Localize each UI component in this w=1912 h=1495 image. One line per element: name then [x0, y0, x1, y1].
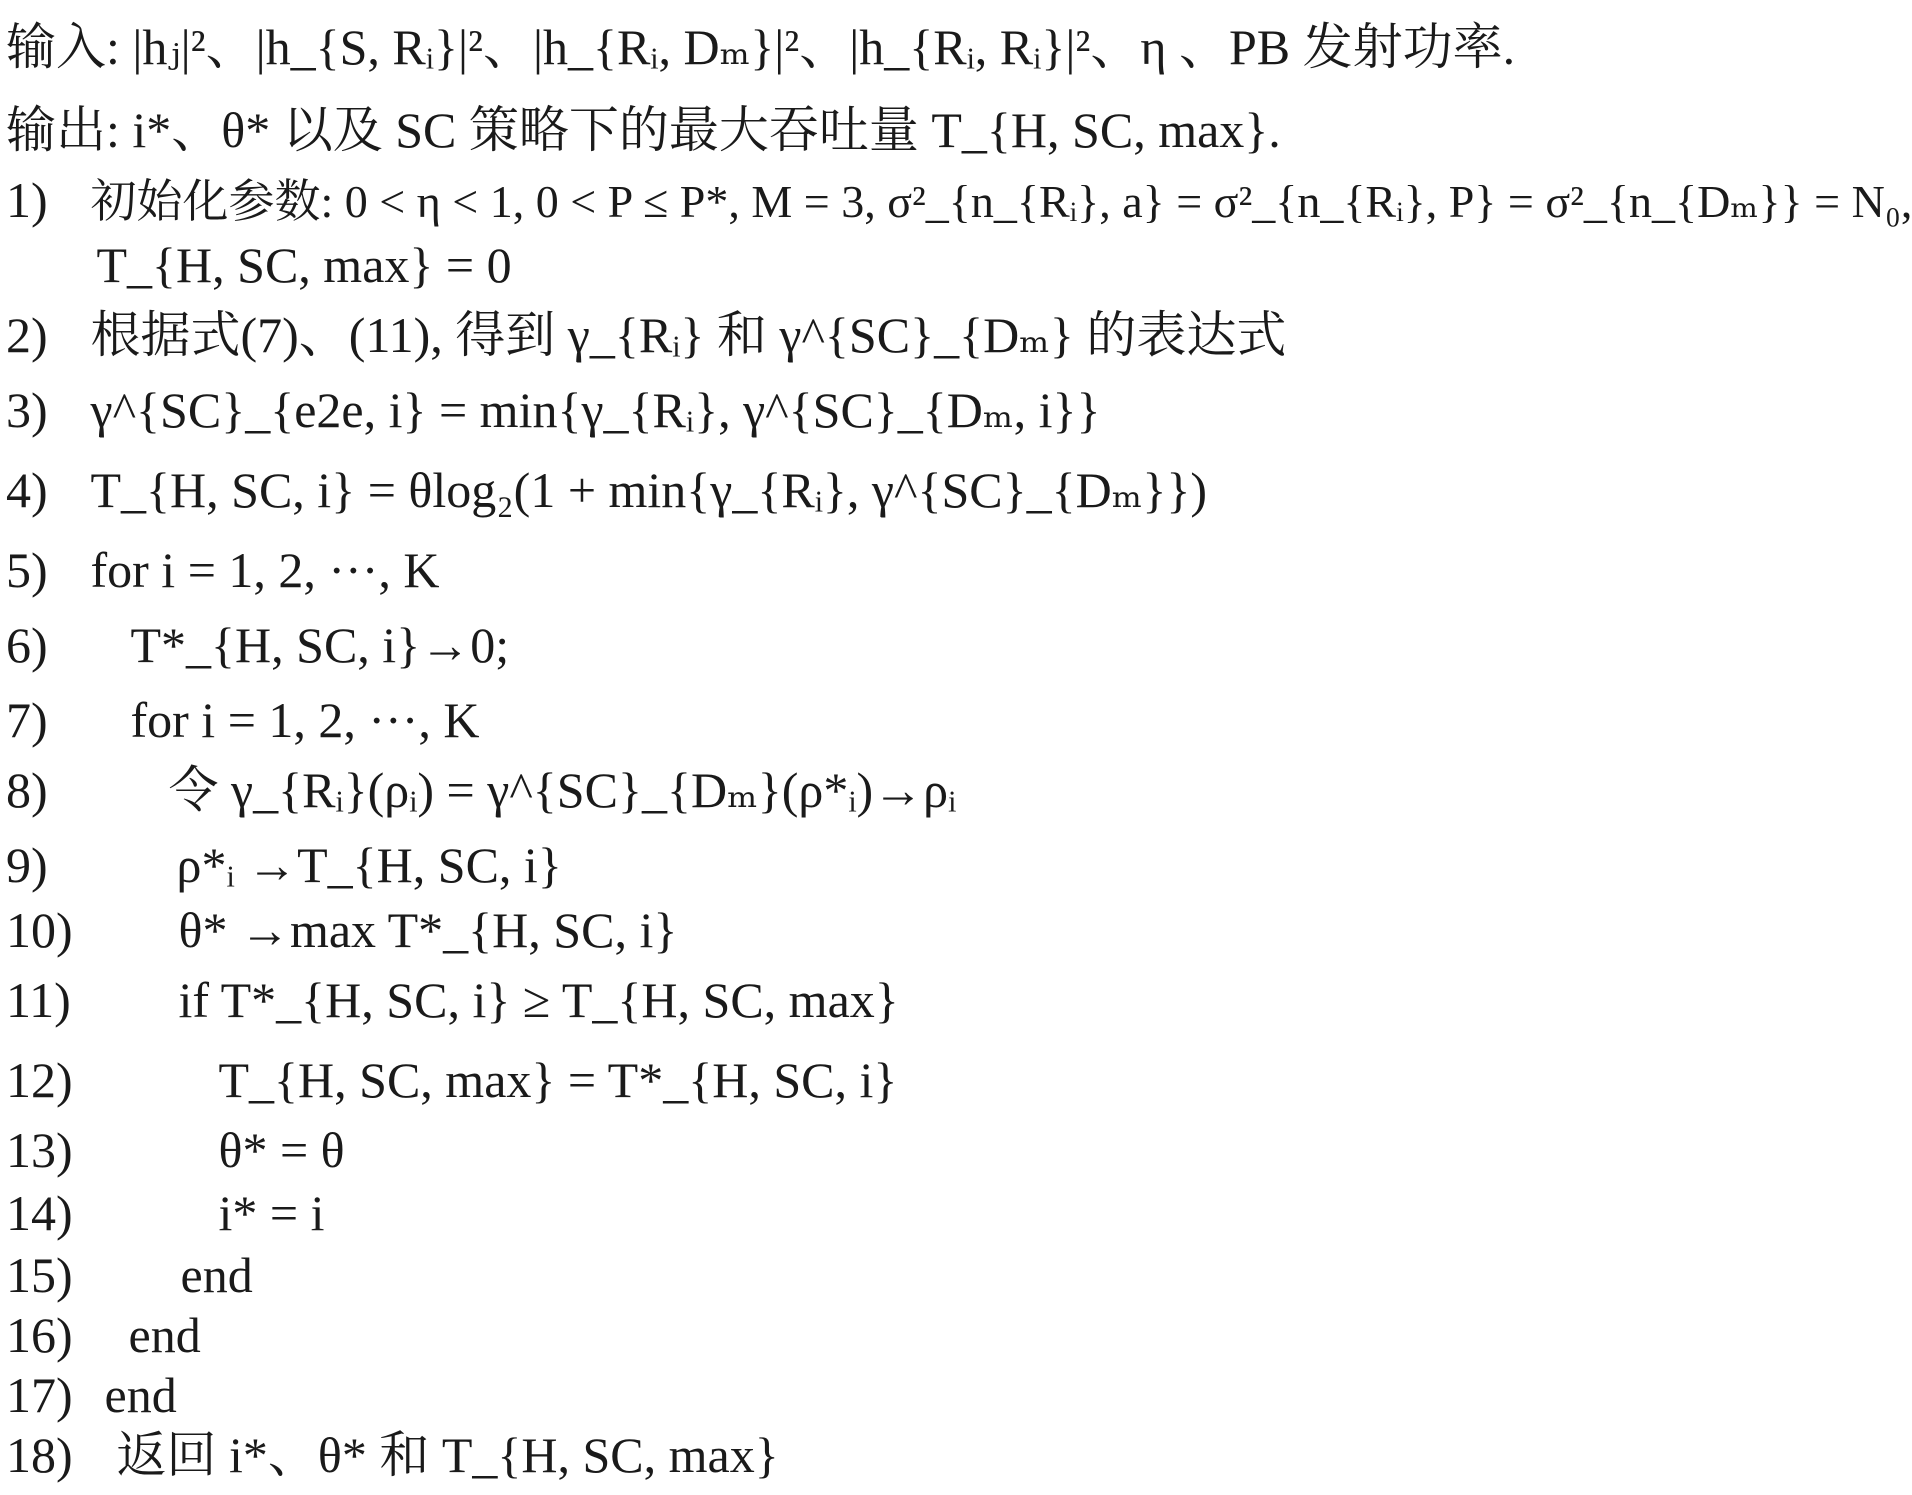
step-line — [6, 617, 510, 673]
step-text: γ^{SC}_{e2e, i} = min{γ_{Rᵢ}, γ^{SC}_{Dₘ, i}} — [90, 382, 1101, 438]
step-line — [6, 972, 899, 1028]
step-text: 令 γ_{Rᵢ}(ρᵢ) = γ^{SC}_{Dₘ}(ρ*ᵢ)→ρᵢ — [168, 762, 957, 818]
step-text: if T*_{H, SC, i} ≥ T_{H, SC, max} — [178, 972, 899, 1028]
step-line — [6, 692, 480, 748]
output-line — [6, 102, 1281, 158]
step-line — [6, 837, 562, 893]
step-number: 18) — [6, 1427, 73, 1483]
step-number: 16) — [6, 1307, 73, 1363]
step-line — [6, 1185, 325, 1241]
step-number: 6) — [6, 617, 48, 673]
step-number: 13) — [6, 1122, 73, 1178]
step-number: 4) — [6, 462, 48, 518]
step-line — [6, 1122, 345, 1178]
step-text: for i = 1, 2, ···, K — [130, 692, 480, 748]
step-text: T_{H, SC, i} = θlog₂(1 + min{γ_{Rᵢ}, γ^{SC}_{Dₘ}}) — [90, 462, 1208, 518]
step-number: 17) — [6, 1367, 73, 1423]
step-line — [6, 462, 1208, 518]
step-line — [6, 382, 1101, 438]
step-text: θ* →max T*_{H, SC, i} — [178, 902, 678, 958]
step-text: θ* = θ — [218, 1122, 345, 1178]
step-number: 12) — [6, 1052, 73, 1108]
step-number: 2) — [6, 307, 48, 363]
step-number: 11) — [6, 972, 71, 1028]
step-number: 5) — [6, 542, 48, 598]
step-line — [6, 1307, 201, 1363]
step-number: 15) — [6, 1247, 73, 1303]
step-text: for i = 1, 2, ···, K — [90, 542, 440, 598]
step-number: 1) — [6, 172, 48, 228]
step-text: T_{H, SC, max} = 0 — [96, 237, 512, 293]
step-text: 返回 i*、θ* 和 T_{H, SC, max} — [116, 1427, 779, 1483]
step-text: T_{H, SC, max} = T*_{H, SC, i} — [218, 1052, 898, 1108]
step-number: 10) — [6, 902, 73, 958]
step-line — [6, 1247, 253, 1303]
step-number: 8) — [6, 762, 48, 818]
step-text: 根据式(7)、(11), 得到 γ_{Rᵢ} 和 γ^{SC}_{Dₘ} 的表达式 — [90, 307, 1287, 363]
step-text: i* = i — [218, 1185, 325, 1241]
step-number: 14) — [6, 1185, 73, 1241]
output-text: 输出: i*、θ* 以及 SC 策略下的最大吞吐量 T_{H, SC, max}. — [6, 102, 1281, 158]
step-text: ρ*ᵢ →T_{H, SC, i} — [176, 837, 562, 893]
step-text: end — [128, 1307, 201, 1363]
step-line — [6, 902, 678, 958]
step-line — [6, 1427, 779, 1483]
step-number: 9) — [6, 837, 48, 893]
step-number: 3) — [6, 382, 48, 438]
step-line — [6, 237, 512, 293]
step-number: 7) — [6, 692, 48, 748]
input-text: 输入: |hⱼ|²、|h_{S, Rᵢ}|²、|h_{Rᵢ, Dₘ}|²、|h_{Rᵢ, Rᵢ}|²、η 、PB 发射功率. — [6, 19, 1516, 75]
step-text: T*_{H, SC, i}→0; — [130, 617, 510, 673]
step-line — [6, 542, 440, 598]
step-line — [6, 307, 1287, 363]
step-text: end — [180, 1247, 253, 1303]
step-line — [6, 172, 1912, 228]
step-line — [6, 1367, 177, 1423]
step-line — [6, 762, 957, 818]
step-text: end — [104, 1367, 177, 1423]
step-line — [6, 1052, 898, 1108]
input-line — [6, 19, 1516, 75]
step-text: 初始化参数: 0 < η < 1, 0 < P ≤ P*, M = 3, σ²_{n_{Rᵢ}, a} = σ²_{n_{Rᵢ}, P} = σ²_{n_{Dₘ}} = N₀, — [90, 176, 1912, 227]
